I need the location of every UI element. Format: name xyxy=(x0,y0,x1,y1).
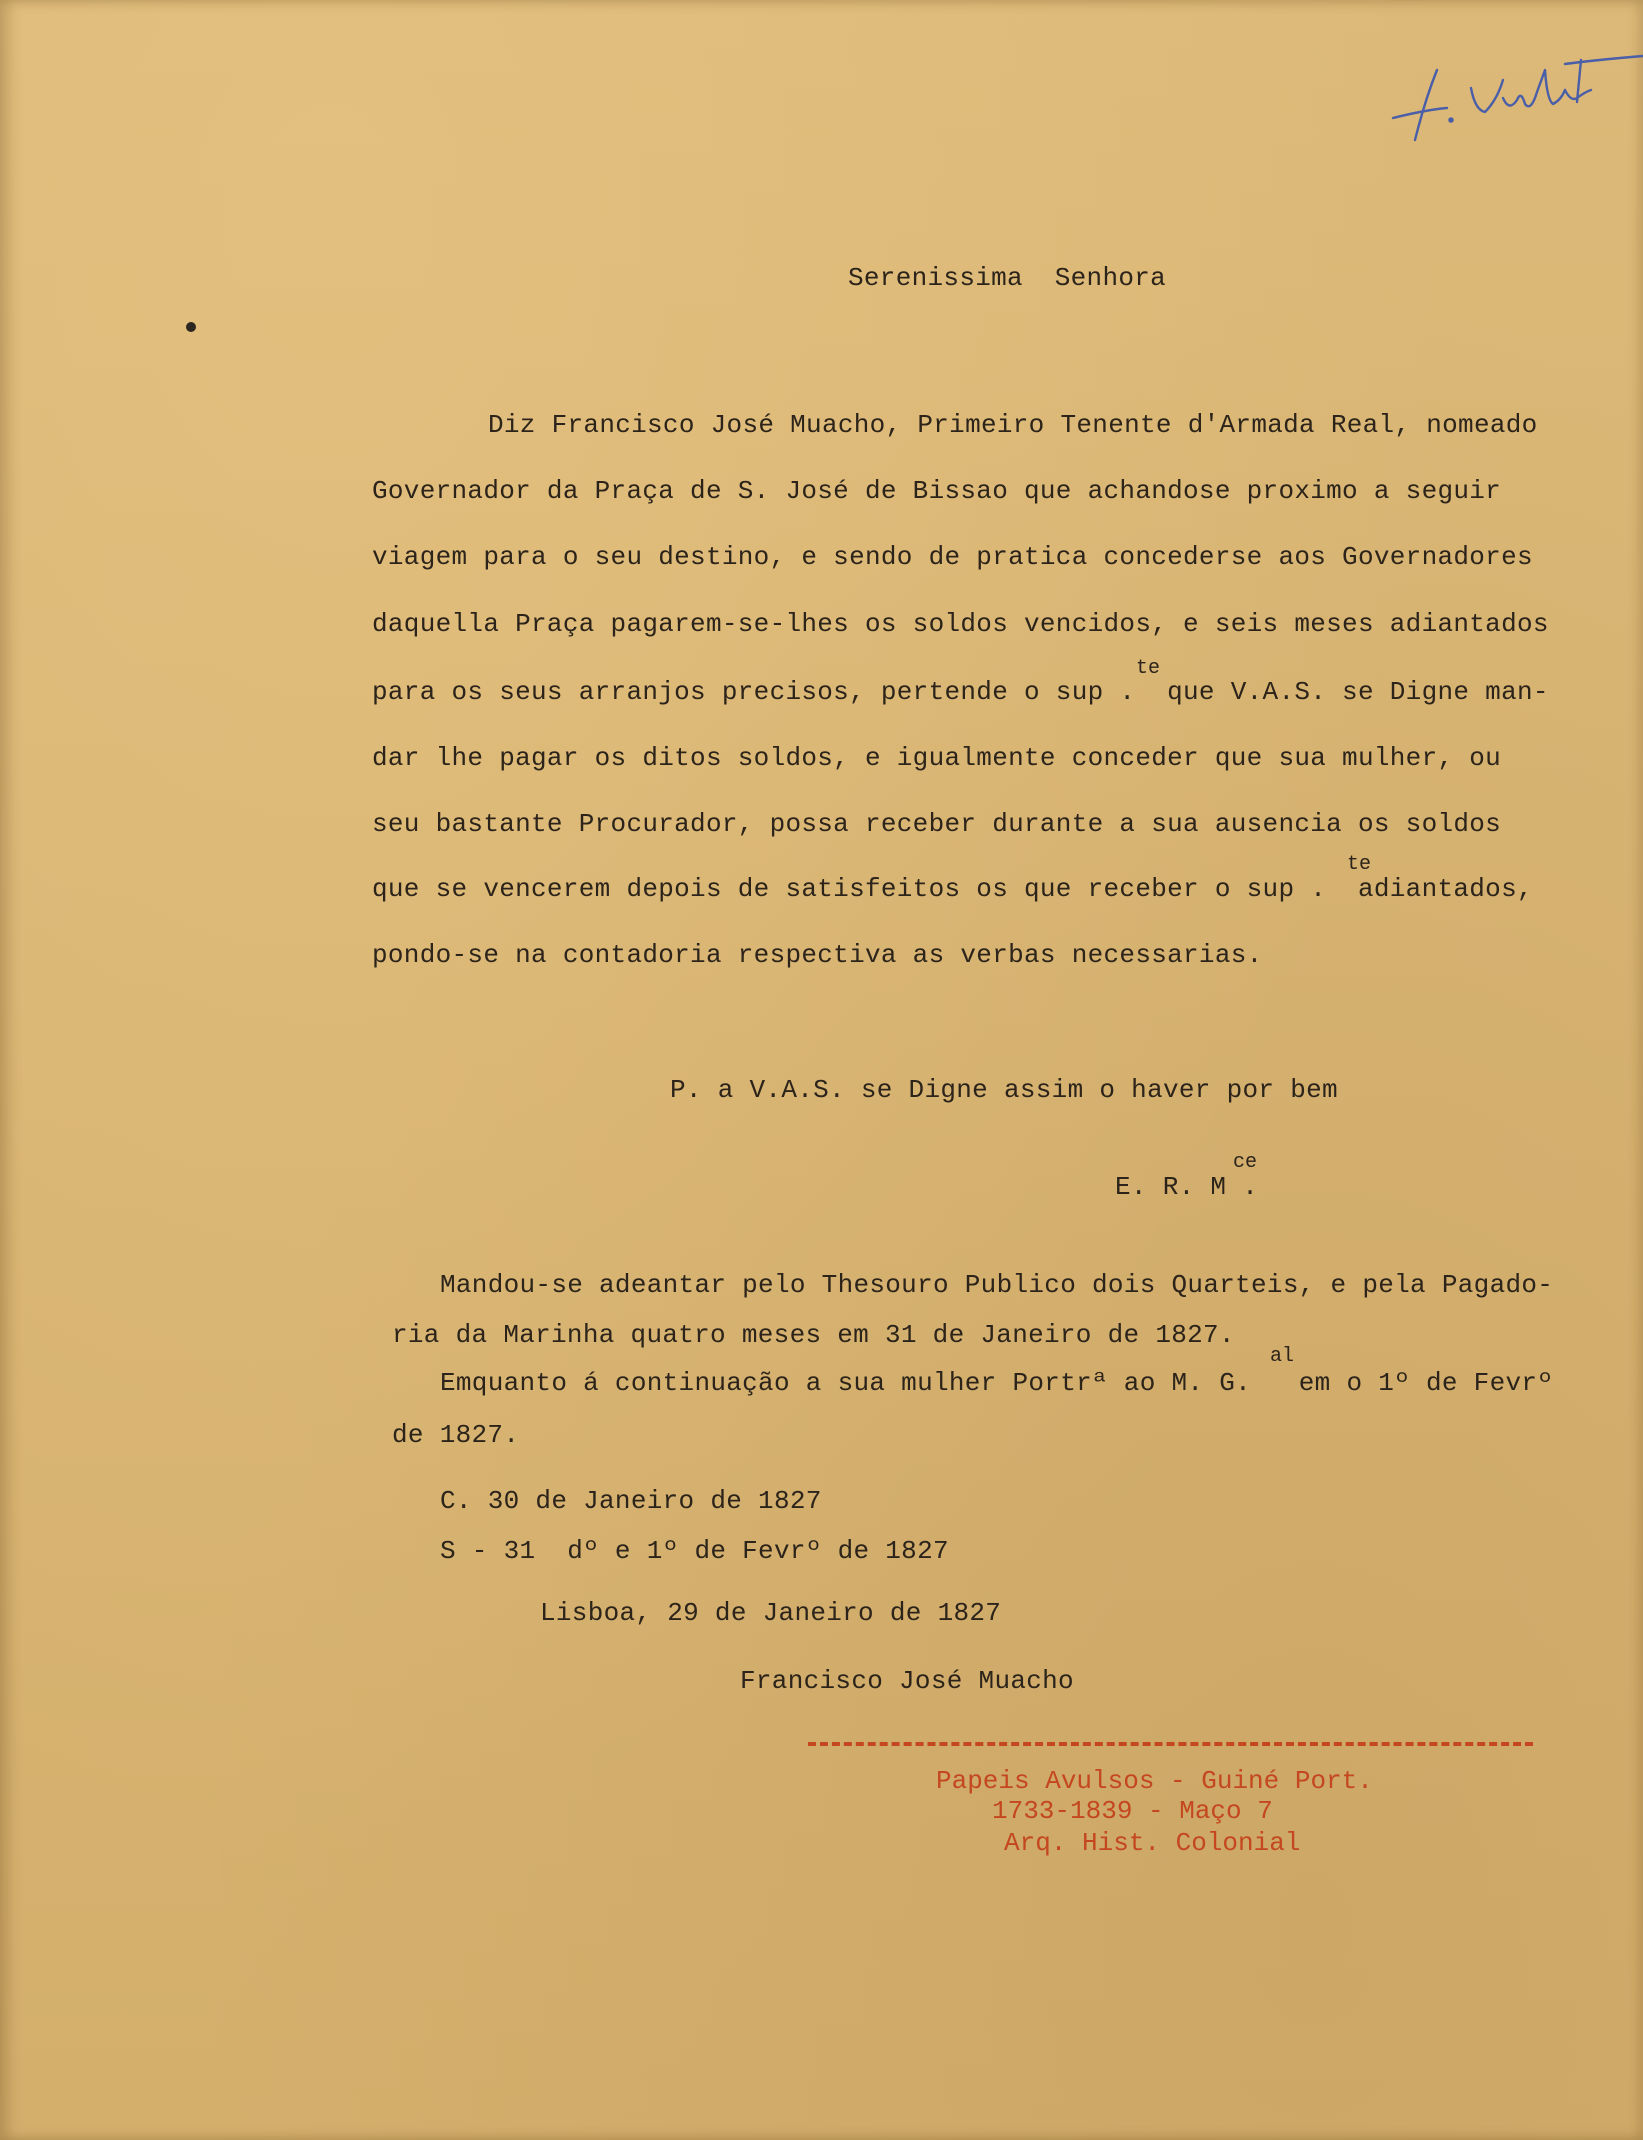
salutation: Serenissima Senhora xyxy=(848,263,1167,293)
superscript-te-1: te xyxy=(1136,657,1161,680)
erm-superscript: ce xyxy=(1233,1151,1258,1174)
petition-line-8: que se vencerem depois de satisfeitos os que receber o sup . adiantados, xyxy=(372,874,1533,904)
despacho-line-3: Emquanto á continuação a sua mulher Portrª ao M. G. em o 1º de Fevrº xyxy=(440,1368,1554,1398)
petition-line-5: para os seus arranjos precisos, pertende o sup . que V.A.S. se Digne man- xyxy=(372,677,1549,707)
despacho-line-1: Mandou-se adeantar pelo Thesouro Publico dois Quarteis, e pela Pagado- xyxy=(440,1270,1554,1300)
archive-stamp-line-2: 1733-1839 - Maço 7 xyxy=(992,1796,1273,1826)
despacho-superscript: al xyxy=(1270,1345,1295,1368)
handwritten-note xyxy=(1385,40,1643,150)
petition-line-9: pondo-se na contadoria respectiva as verbas necessarias. xyxy=(372,940,1263,970)
closing-formula: P. a V.A.S. se Digne assim o haver por bem xyxy=(670,1075,1338,1105)
date-s: S - 31 dº e 1º de Fevrº de 1827 xyxy=(440,1536,949,1566)
archive-stamp-line-3: Arq. Hist. Colonial xyxy=(1004,1828,1301,1858)
place-date: Lisboa, 29 de Janeiro de 1827 xyxy=(540,1598,1002,1628)
petition-line-2: Governador da Praça de S. José de Bissao que achandose proximo a seguir xyxy=(372,476,1502,506)
date-c: C. 30 de Janeiro de 1827 xyxy=(440,1486,822,1516)
signature-name: Francisco José Muacho xyxy=(740,1666,1074,1696)
petition-line-6: dar lhe pagar os ditos soldos, e igualmente conceder que sua mulher, ou xyxy=(372,743,1502,773)
petition-line-4: daquella Praça pagarem-se-lhes os soldos vencidos, e seis meses adiantados xyxy=(372,609,1549,639)
petition-line-3: viagem para o seu destino, e sendo de pratica concederse aos Governadores xyxy=(372,542,1533,572)
petition-line-7: seu bastante Procurador, possa receber durante a sua ausencia os soldos xyxy=(372,809,1502,839)
superscript-te-2: te xyxy=(1347,853,1372,876)
ink-spot xyxy=(186,322,196,332)
despacho-line-2: ria da Marinha quatro meses em 31 de Janeiro de 1827. xyxy=(392,1320,1235,1350)
petition-line-1: Diz Francisco José Muacho, Primeiro Tenente d'Armada Real, nomeado xyxy=(488,410,1538,440)
erm-formula: E. R. M . xyxy=(1115,1172,1259,1202)
archive-stamp-line-1: Papeis Avulsos - Guiné Port. xyxy=(936,1766,1373,1796)
stamp-divider xyxy=(808,1742,1533,1746)
despacho-line-4: de 1827. xyxy=(392,1420,520,1450)
